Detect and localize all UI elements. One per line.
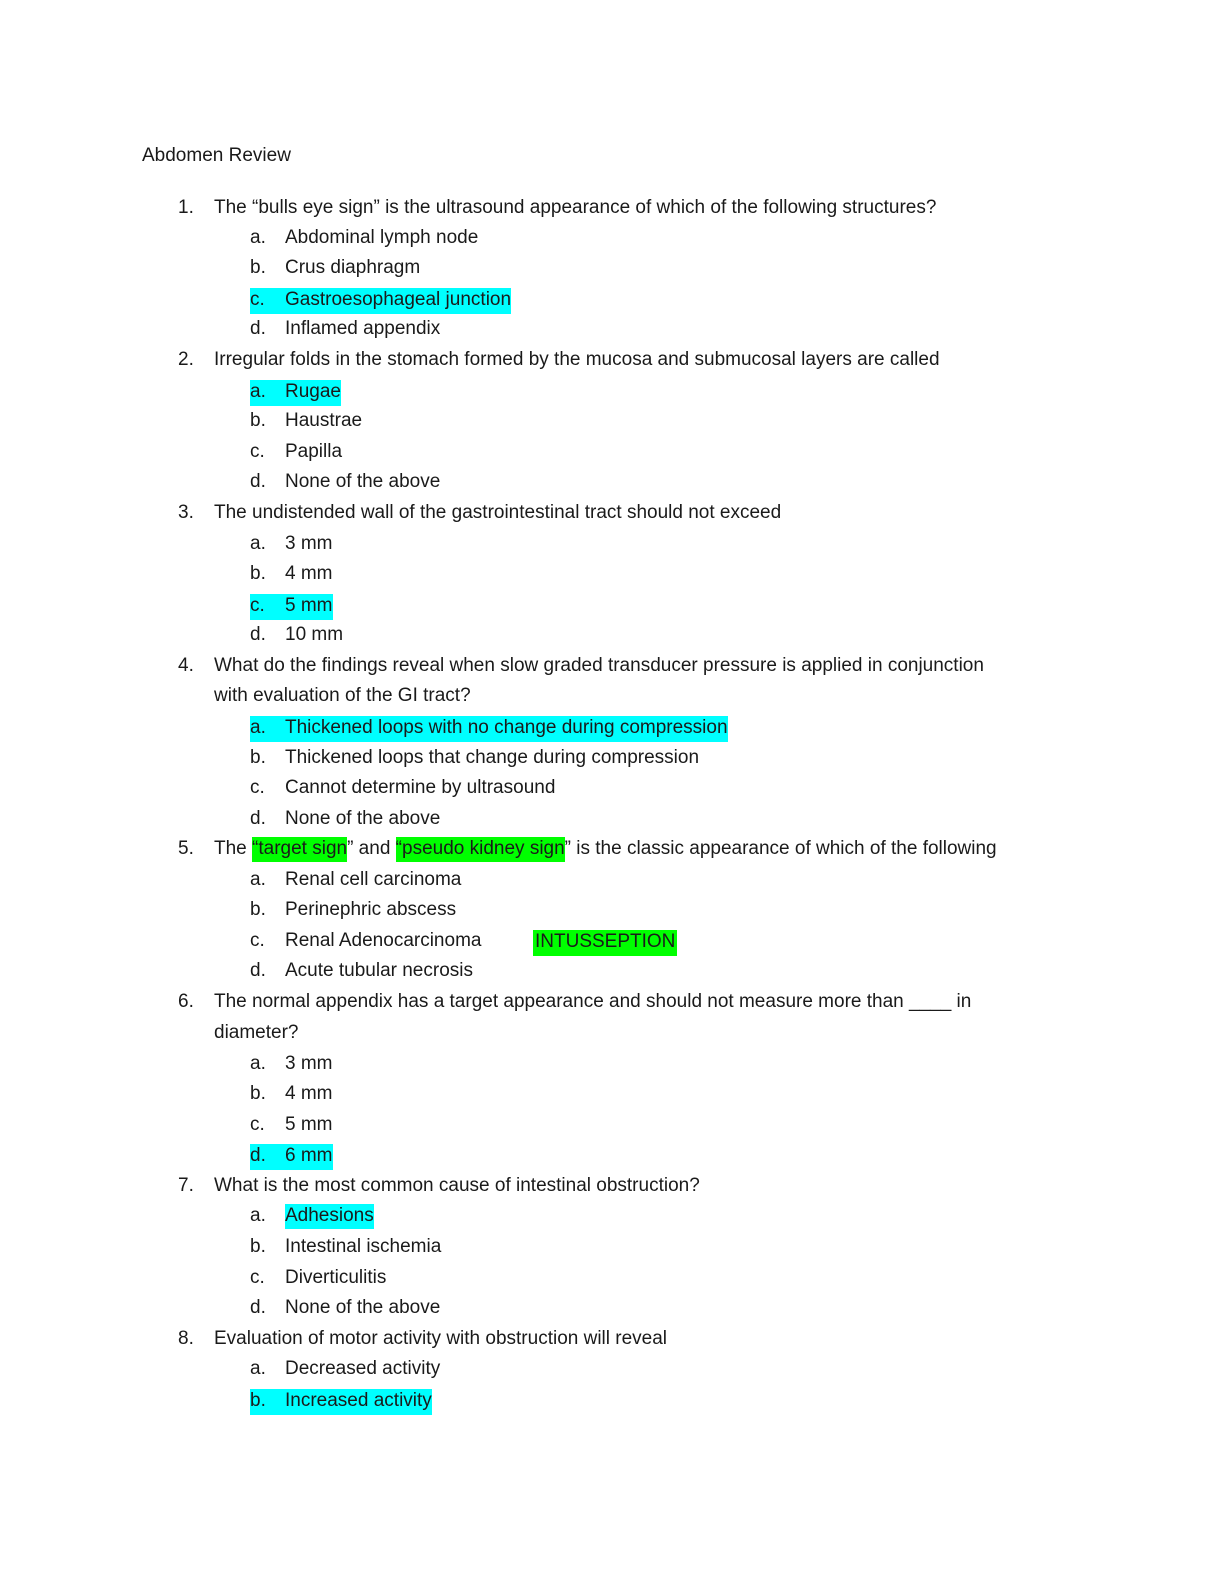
option-6b: b. 4 mm [250,1083,333,1104]
option-5d: d. Acute tubular necrosis [250,960,473,981]
question-2: 2. Irregular folds in the stomach formed by the mucosa and submucosal layers are called [178,349,940,370]
option-4c: c. Cannot determine by ultrasound [250,777,556,798]
option-3a: a. 3 mm [250,533,333,554]
adhesions-highlighted-answer: Adhesions [285,1204,374,1229]
option-2b: b. Haustrae [250,410,363,431]
option-7d: d. None of the above [250,1297,441,1318]
question-4: 4. What do the findings reveal when slow graded transducer pressure is applied in conjunction [178,655,984,676]
page-title: Abdomen Review [142,145,291,166]
pseudo-kidney-sign-highlight: “pseudo kidney sign [396,837,565,862]
option-6a: a. 3 mm [250,1053,333,1074]
option-5b: b. Perinephric abscess [250,899,457,920]
option-1b: b. Crus diaphragm [250,257,421,278]
option-7b: b. Intestinal ischemia [250,1236,442,1257]
option-6d-highlighted-answer: d. 6 mm [250,1144,333,1170]
option-1a: a. Abdominal lymph node [250,227,479,248]
question-text: The “bulls eye sign” is the ultrasound appearance of which of the following structures? [214,197,937,218]
question-number: 1. [178,197,194,218]
option-3c-highlighted-answer: c. 5 mm [250,594,333,620]
target-sign-highlight: “target sign [252,837,347,862]
option-2c: c. Papilla [250,441,343,462]
question-6-continuation: diameter? [214,1022,299,1043]
question-5: 5. The “target sign” and “pseudo kidney sign” is the classic appearance of which of the following [178,838,997,860]
option-6c: c. 5 mm [250,1114,333,1135]
question-6: 6. The normal appendix has a target appearance and should not measure more than ____ in [178,991,972,1012]
option-1c-highlighted-answer: c. Gastroesophageal junction [250,288,511,314]
question-3: 3. The undistended wall of the gastrointestinal tract should not exceed [178,502,782,523]
option-4a-highlighted-answer: a. Thickened loops with no change during compression [250,716,728,742]
option-7c: c. Diverticulitis [250,1267,387,1288]
option-3b: b. 4 mm [250,563,333,584]
intussusception-annotation: INTUSSEPTION [533,930,677,956]
question-4-continuation: with evaluation of the GI tract? [214,685,471,706]
option-8a: a. Decreased activity [250,1358,441,1379]
question-1 [178,197,936,219]
option-4b: b. Thickened loops that change during compression [250,747,700,768]
option-1d: d. Inflamed appendix [250,318,441,339]
option-3d: d. 10 mm [250,624,344,645]
option-7a: a. Adhesions [250,1205,374,1227]
option-2d: d. None of the above [250,471,441,492]
question-8: 8. Evaluation of motor activity with obstruction will reveal [178,1328,668,1349]
option-8b-highlighted-answer: b. Increased activity [250,1389,432,1415]
option-2a-highlighted-answer: a. Rugae [250,380,341,406]
option-4d: d. None of the above [250,808,441,829]
question-7: 7. What is the most common cause of intestinal obstruction? [178,1175,700,1196]
option-5a: a. Renal cell carcinoma [250,869,462,890]
option-5c: c. Renal Adenocarcinoma [250,930,482,951]
